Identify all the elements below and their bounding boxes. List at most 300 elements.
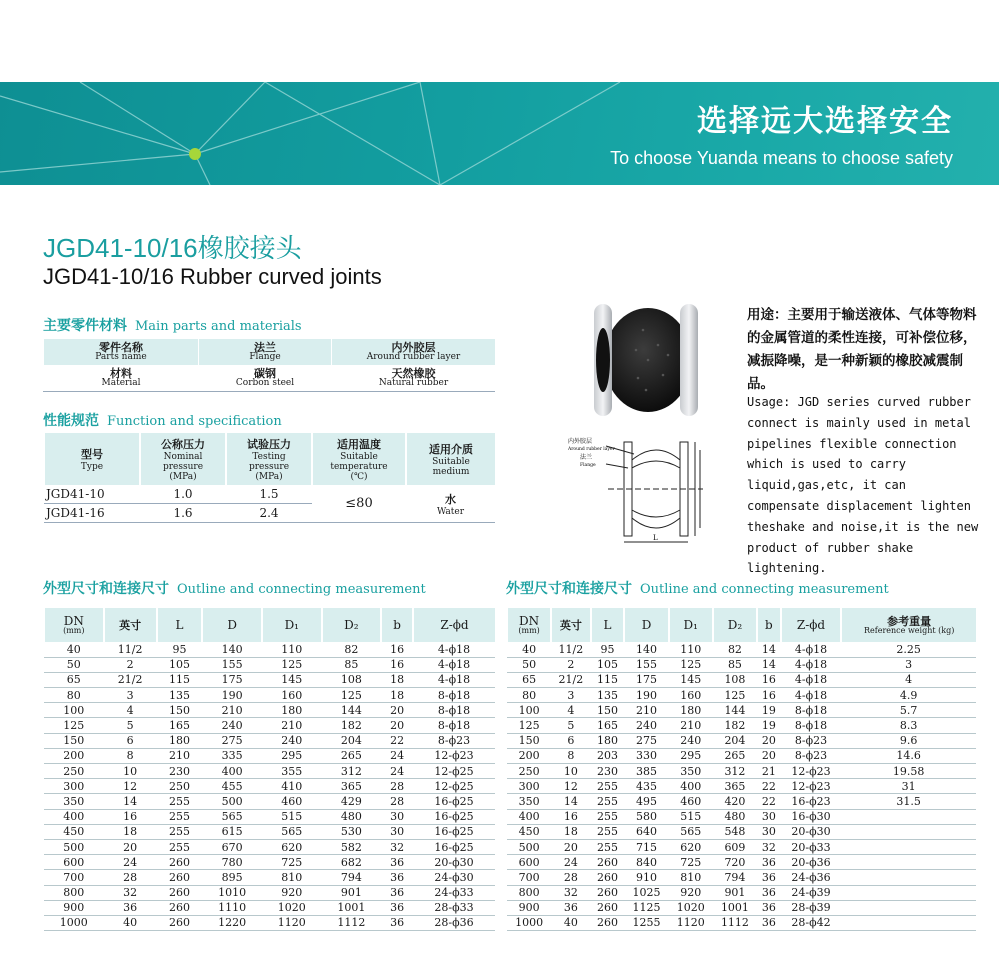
cell-en: Type — [80, 462, 104, 472]
table-cell: 265 — [713, 748, 757, 763]
dim-left-title-en: Outline and connecting measurement — [177, 582, 426, 597]
table-cell: 794 — [713, 870, 757, 885]
table-cell: 18 — [381, 688, 413, 703]
table-cell: 12 — [104, 779, 157, 794]
dim-header-label: 英寸 — [559, 618, 582, 632]
usage-description-en: Usage: JGD series curved rubber connect is mainly used in metal pipelines flexible connection which is used to carry liquid,gas,etc, it can compensate displacement lighten theshake and noise,it is the new product of rubber shake lightening. — [747, 395, 979, 576]
table-cell: 350 — [507, 794, 551, 809]
dim-header-cell — [781, 608, 842, 642]
cell-cn: 公称压力 — [161, 438, 205, 451]
spec-type-cell: JGD41-10 — [44, 485, 140, 504]
table-row — [507, 885, 976, 900]
table-cell: 8.3 — [841, 718, 976, 733]
table-cell: 210 — [157, 748, 203, 763]
table-cell: 24-ϕ33 — [413, 885, 495, 900]
table-cell: 125 — [669, 657, 713, 672]
table-cell: 190 — [202, 688, 262, 703]
table-cell: 82 — [322, 642, 382, 657]
parts-section-title-en: Main parts and materials — [135, 319, 302, 334]
table-cell: 140 — [202, 642, 262, 657]
spec-header-row — [44, 433, 495, 485]
spec-table — [43, 433, 495, 523]
spec-row — [44, 485, 495, 504]
dim-header-cell — [44, 608, 104, 642]
dim-header-cell — [713, 608, 757, 642]
table-cell: 150 — [44, 733, 104, 748]
table-cell: 155 — [202, 657, 262, 672]
table-cell: 36 — [757, 885, 781, 900]
table-cell: 895 — [202, 870, 262, 885]
table-row — [507, 748, 976, 763]
cell-cn: 零件名称 — [99, 341, 143, 354]
table-cell: 16 — [104, 809, 157, 824]
table-cell: 150 — [591, 703, 625, 718]
cell-en: (℃) — [350, 472, 368, 482]
table-cell: 8-ϕ18 — [413, 703, 495, 718]
table-cell: 240 — [669, 733, 713, 748]
table-cell: 20 — [757, 733, 781, 748]
table-cell: 36 — [381, 885, 413, 900]
table-cell: 4-ϕ18 — [781, 657, 842, 672]
table-cell: 24-ϕ36 — [781, 870, 842, 885]
table-cell: 30 — [381, 809, 413, 824]
table-cell: 14 — [551, 794, 590, 809]
table-cell: 30 — [757, 809, 781, 824]
spec-header-nominal — [140, 433, 226, 485]
table-cell: 355 — [262, 764, 322, 779]
table-cell: 31.5 — [841, 794, 976, 809]
table-cell: 620 — [262, 839, 322, 854]
table-cell: 18 — [551, 824, 590, 839]
table-cell: 140 — [624, 642, 668, 657]
dim-left-body — [44, 642, 495, 931]
table-cell: 8 — [551, 748, 590, 763]
table-cell: 640 — [624, 824, 668, 839]
table-cell: 65 — [44, 672, 104, 687]
table-cell: 22 — [757, 779, 781, 794]
dim-right-header-row — [507, 608, 976, 642]
table-row — [44, 657, 495, 672]
spec-medium-cell — [406, 485, 495, 523]
dim-header-label: Z-ϕd — [440, 618, 469, 632]
table-cell: 125 — [44, 718, 104, 733]
parts-header-cell — [199, 339, 332, 365]
table-cell: 11/2 — [551, 642, 590, 657]
table-cell: 21/2 — [551, 672, 590, 687]
drawing-label-flange-en: Flange — [580, 463, 596, 468]
table-cell: 4 — [104, 703, 157, 718]
table-cell: 165 — [591, 718, 625, 733]
table-cell: 28-ϕ33 — [413, 900, 495, 915]
table-cell: 400 — [44, 809, 104, 824]
table-cell: 18 — [104, 824, 157, 839]
dim-header-label: Z-ϕd — [796, 618, 826, 632]
table-cell: 32 — [757, 839, 781, 854]
cell-en: pressure — [162, 462, 204, 472]
table-cell: 620 — [669, 839, 713, 854]
table-cell: 255 — [157, 809, 203, 824]
table-cell: 1001 — [322, 900, 382, 915]
table-cell: 22 — [381, 733, 413, 748]
table-cell: 255 — [591, 839, 625, 854]
table-cell: 36 — [551, 900, 590, 915]
table-cell: 295 — [262, 748, 322, 763]
table-row — [44, 764, 495, 779]
table-row — [507, 870, 976, 885]
table-cell: 8-ϕ18 — [413, 718, 495, 733]
dim-header-label: D₂ — [344, 618, 359, 632]
table-cell: 715 — [624, 839, 668, 854]
table-cell: 255 — [591, 809, 625, 824]
cell-cn: 法兰 — [254, 341, 276, 354]
table-cell: 780 — [202, 855, 262, 870]
table-cell: 80 — [507, 688, 551, 703]
table-cell: 16 — [757, 688, 781, 703]
table-cell — [841, 839, 976, 854]
table-cell: 20 — [757, 748, 781, 763]
table-cell: 20-ϕ36 — [781, 855, 842, 870]
table-cell: 1010 — [202, 885, 262, 900]
dim-header-unit: (mm) — [518, 626, 540, 635]
spec-nominal-cell: 1.6 — [140, 504, 226, 523]
table-cell: 182 — [322, 718, 382, 733]
dim-right-section-title — [506, 578, 889, 598]
table-cell: 85 — [322, 657, 382, 672]
table-cell: 450 — [44, 824, 104, 839]
table-cell: 810 — [669, 870, 713, 885]
table-cell: 204 — [322, 733, 382, 748]
table-cell — [841, 900, 976, 915]
table-cell: 1125 — [624, 900, 668, 915]
table-row — [44, 672, 495, 687]
table-cell: 204 — [713, 733, 757, 748]
table-cell: 50 — [507, 657, 551, 672]
cell-en: Testing — [252, 452, 286, 462]
table-cell: 32 — [104, 885, 157, 900]
table-cell: 24 — [551, 855, 590, 870]
cell-en: Suitable — [340, 452, 378, 462]
table-cell: 180 — [669, 703, 713, 718]
drawing-dim-L: L — [653, 534, 658, 542]
table-row — [507, 657, 976, 672]
table-cell: 840 — [624, 855, 668, 870]
table-cell: 920 — [669, 885, 713, 900]
table-cell: 24 — [381, 748, 413, 763]
table-cell: 115 — [157, 672, 203, 687]
table-cell: 14 — [757, 642, 781, 657]
table-cell: 900 — [44, 900, 104, 915]
cell-en: Corbon steel — [235, 378, 295, 388]
table-cell: 4 — [551, 703, 590, 718]
cell-cn: 试验压力 — [247, 438, 291, 451]
dim-header-cell — [624, 608, 668, 642]
table-cell: 920 — [262, 885, 322, 900]
table-cell: 725 — [262, 855, 322, 870]
table-cell: 32 — [551, 885, 590, 900]
table-cell: 312 — [713, 764, 757, 779]
table-cell: 28-ϕ36 — [413, 915, 495, 930]
table-cell: 260 — [591, 855, 625, 870]
table-cell: 1255 — [624, 915, 668, 930]
table-cell: 180 — [157, 733, 203, 748]
table-cell: 260 — [591, 915, 625, 930]
table-cell: 12-ϕ25 — [413, 764, 495, 779]
table-cell: 3 — [551, 688, 590, 703]
spec-header-testing — [226, 433, 312, 485]
spec-header-temperature — [312, 433, 406, 485]
usage-description-cn: 用途：主要用于输送液体、气体等物料的金属管道的柔性连接，可补偿位移，减振降噪，是一种新颖的橡胶减震制品。 — [747, 307, 977, 392]
parts-section-title-cn: 主要零件材料 — [43, 318, 127, 334]
table-cell: 900 — [507, 900, 551, 915]
table-cell: 600 — [507, 855, 551, 870]
table-cell: 2 — [551, 657, 590, 672]
table-cell: 265 — [322, 748, 382, 763]
cell-en: (MPa) — [255, 472, 283, 482]
table-cell: 260 — [157, 855, 203, 870]
table-cell: 230 — [157, 764, 203, 779]
cell-en: pressure — [248, 462, 290, 472]
table-cell: 95 — [157, 642, 203, 657]
table-cell — [841, 824, 976, 839]
table-cell: 615 — [202, 824, 262, 839]
cell-cn: 水 — [445, 492, 456, 506]
table-cell: 515 — [669, 809, 713, 824]
dim-left-title-cn: 外型尺寸和连接尺寸 — [43, 581, 169, 597]
table-cell: 275 — [202, 733, 262, 748]
table-row — [507, 688, 976, 703]
table-cell: 145 — [669, 672, 713, 687]
table-cell: 24-ϕ39 — [781, 885, 842, 900]
table-cell: 435 — [624, 779, 668, 794]
table-cell: 85 — [713, 657, 757, 672]
table-cell: 1120 — [669, 915, 713, 930]
table-cell: 175 — [202, 672, 262, 687]
table-row — [507, 900, 976, 915]
table-cell: 11/2 — [104, 642, 157, 657]
table-cell: 20 — [104, 839, 157, 854]
table-cell: 210 — [669, 718, 713, 733]
table-cell: 180 — [262, 703, 322, 718]
table-cell: 210 — [624, 703, 668, 718]
table-row — [507, 915, 976, 930]
table-cell: 65 — [507, 672, 551, 687]
table-cell: 460 — [669, 794, 713, 809]
table-cell: 20 — [551, 839, 590, 854]
dim-header-weight-en: Reference weight (kg) — [864, 625, 955, 635]
dim-header-label: L — [175, 618, 184, 632]
table-cell: 155 — [624, 657, 668, 672]
table-cell: 190 — [624, 688, 668, 703]
table-cell: 260 — [591, 885, 625, 900]
table-cell: 24 — [381, 764, 413, 779]
table-cell: 16-ϕ25 — [413, 809, 495, 824]
spec-header-type — [44, 433, 140, 485]
table-cell: 1020 — [669, 900, 713, 915]
cell-cn: 适用温度 — [337, 438, 381, 451]
table-cell: 16-ϕ30 — [781, 809, 842, 824]
spec-testing-cell: 2.4 — [226, 504, 312, 523]
table-cell: 175 — [624, 672, 668, 687]
table-cell: 30 — [757, 824, 781, 839]
table-cell: 720 — [713, 855, 757, 870]
drawing-label-layer-en: Around rubber layer — [568, 447, 615, 452]
table-cell: 500 — [202, 794, 262, 809]
table-cell: 182 — [713, 718, 757, 733]
dim-header-label: DN — [63, 614, 84, 628]
table-cell — [841, 915, 976, 930]
spec-nominal-cell: 1.0 — [140, 485, 226, 504]
table-cell: 160 — [262, 688, 322, 703]
table-cell: 240 — [624, 718, 668, 733]
table-cell: 20-ϕ30 — [413, 855, 495, 870]
table-cell: 4-ϕ18 — [413, 642, 495, 657]
table-cell: 230 — [591, 764, 625, 779]
table-cell: 910 — [624, 870, 668, 885]
table-cell: 32 — [381, 839, 413, 854]
table-cell: 350 — [44, 794, 104, 809]
table-cell: 260 — [157, 885, 203, 900]
table-cell: 8-ϕ23 — [781, 748, 842, 763]
table-cell: 1220 — [202, 915, 262, 930]
table-cell: 255 — [591, 794, 625, 809]
table-cell: 670 — [202, 839, 262, 854]
table-cell: 1110 — [202, 900, 262, 915]
table-cell: 565 — [202, 809, 262, 824]
cell-cn: 材料 — [110, 367, 132, 380]
dim-header-cell — [202, 608, 262, 642]
table-cell: 295 — [669, 748, 713, 763]
table-cell: 515 — [262, 809, 322, 824]
table-cell: 28 — [551, 870, 590, 885]
table-cell: 10 — [104, 764, 157, 779]
table-cell: 19.58 — [841, 764, 976, 779]
table-cell: 40 — [104, 915, 157, 930]
cell-en: Suitable — [432, 457, 470, 467]
slogan-english: To choose Yuanda means to choose safety — [610, 148, 953, 168]
table-cell: 4-ϕ18 — [781, 672, 842, 687]
parts-header-cell — [332, 339, 496, 365]
table-row — [507, 855, 976, 870]
table-cell: 725 — [669, 855, 713, 870]
green-node-icon — [189, 148, 201, 160]
dim-header-cell — [757, 608, 781, 642]
dim-header-label: D₂ — [727, 618, 743, 632]
table-cell: 210 — [262, 718, 322, 733]
table-cell: 8-ϕ18 — [781, 703, 842, 718]
table-cell: 4-ϕ18 — [413, 657, 495, 672]
table-cell: 8 — [104, 748, 157, 763]
table-cell: 14.6 — [841, 748, 976, 763]
table-cell: 580 — [624, 809, 668, 824]
table-cell: 36 — [381, 870, 413, 885]
table-cell: 12-ϕ25 — [413, 779, 495, 794]
dim-header-cell — [413, 608, 495, 642]
cell-en: Water — [436, 506, 465, 517]
table-cell: 365 — [713, 779, 757, 794]
parts-header-cell — [44, 339, 199, 365]
table-cell: 5 — [551, 718, 590, 733]
table-cell: 700 — [44, 870, 104, 885]
table-cell: 125 — [262, 657, 322, 672]
table-cell — [841, 870, 976, 885]
table-cell: 110 — [669, 642, 713, 657]
table-cell: 19 — [757, 703, 781, 718]
table-cell: 28 — [104, 870, 157, 885]
table-cell: 24 — [104, 855, 157, 870]
table-cell: 28-ϕ42 — [781, 915, 842, 930]
drawing-label-layer-cn: 内外胶层 — [568, 438, 593, 445]
table-cell: 275 — [624, 733, 668, 748]
dim-header-cell — [381, 608, 413, 642]
technical-drawing — [568, 430, 718, 550]
table-cell: 105 — [157, 657, 203, 672]
table-cell: 28 — [381, 779, 413, 794]
table-cell: 100 — [44, 703, 104, 718]
table-cell: 16 — [551, 809, 590, 824]
table-row — [507, 794, 976, 809]
table-cell: 30 — [381, 824, 413, 839]
table-cell: 21/2 — [104, 672, 157, 687]
table-row — [44, 794, 495, 809]
table-cell: 18 — [381, 672, 413, 687]
table-cell: 312 — [322, 764, 382, 779]
parts-material-row — [44, 365, 496, 392]
table-cell: 19 — [757, 718, 781, 733]
table-cell: 700 — [507, 870, 551, 885]
table-cell: 203 — [591, 748, 625, 763]
cell-cn: 型号 — [81, 448, 103, 461]
table-cell: 16-ϕ23 — [781, 794, 842, 809]
table-cell: 28-ϕ39 — [781, 900, 842, 915]
table-cell: 400 — [202, 764, 262, 779]
table-cell: 6 — [551, 733, 590, 748]
table-cell: 108 — [322, 672, 382, 687]
table-cell: 12-ϕ23 — [781, 779, 842, 794]
cell-cn: 适用介质 — [429, 443, 473, 456]
table-row — [507, 703, 976, 718]
table-cell: 80 — [44, 688, 104, 703]
table-cell: 22 — [757, 794, 781, 809]
table-cell: 682 — [322, 855, 382, 870]
dim-header-label: D — [227, 618, 237, 632]
table-cell: 36 — [757, 900, 781, 915]
table-cell: 8-ϕ23 — [781, 733, 842, 748]
table-row — [44, 885, 495, 900]
table-cell: 5.7 — [841, 703, 976, 718]
dim-header-label: 英寸 — [119, 618, 142, 632]
spec-testing-cell: 1.5 — [226, 485, 312, 504]
table-row — [507, 733, 976, 748]
table-cell: 460 — [262, 794, 322, 809]
table-cell: 2 — [104, 657, 157, 672]
table-row — [507, 764, 976, 779]
table-cell: 20 — [381, 703, 413, 718]
parts-cell — [332, 365, 496, 392]
dim-header-label: b — [393, 618, 401, 632]
table-cell: 260 — [157, 915, 203, 930]
table-cell: 250 — [44, 764, 104, 779]
dim-header-label: D₁ — [284, 618, 299, 632]
table-cell: 16 — [757, 672, 781, 687]
cell-en: Parts name — [95, 352, 147, 362]
dim-header-cell — [262, 608, 322, 642]
dim-left-section-title — [43, 578, 426, 598]
table-row — [44, 718, 495, 733]
table-cell: 480 — [322, 809, 382, 824]
table-cell: 9.6 — [841, 733, 976, 748]
table-cell: 16 — [381, 657, 413, 672]
dimension-table-right — [506, 608, 976, 931]
